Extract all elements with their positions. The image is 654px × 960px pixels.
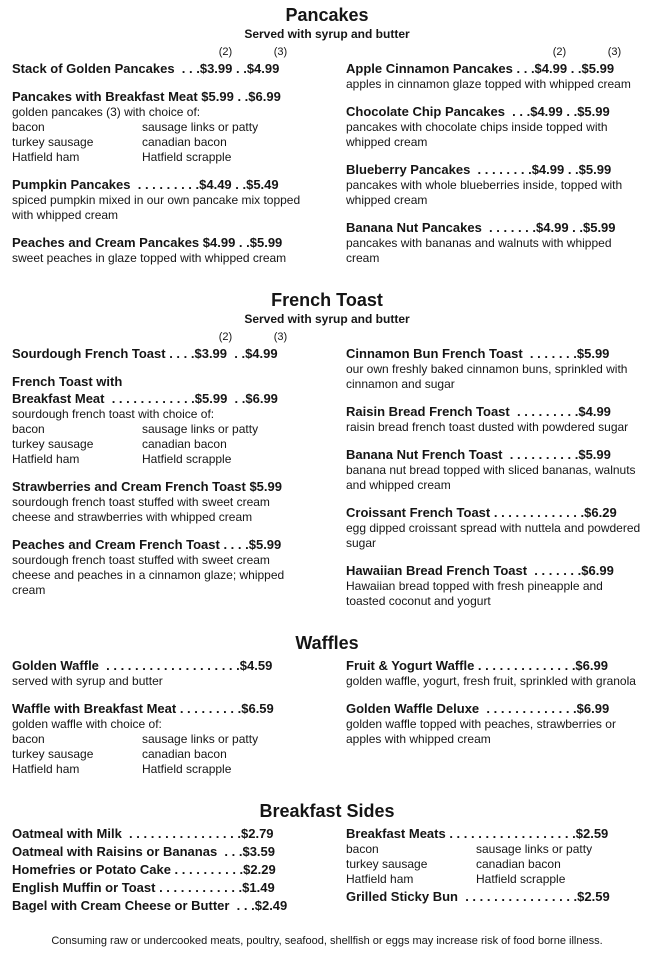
- menu-column: [346, 330, 642, 620]
- menu-item-description: sourdough french toast stuffed with sweet cream cheese and strawberries with whipped cream: [12, 495, 270, 524]
- menu-item-description: sourdough french toast with choice of:: [12, 407, 215, 421]
- menu-item: [12, 657, 308, 689]
- menu-item-description: apples in cinnamon glaze topped with whipped cream: [346, 77, 631, 91]
- menu-item: [346, 562, 642, 609]
- menu-item-title: English Muffin or Toast . . . . . . . . . . . .$1.49: [12, 880, 275, 895]
- menu-item: [346, 657, 642, 689]
- choice-row: [12, 747, 308, 762]
- choice-option: turkey sausage: [12, 747, 94, 761]
- menu-item-title: Waffle with Breakfast Meat . . . . . . . . .$6.59: [12, 701, 274, 716]
- choice-option: turkey sausage: [346, 857, 428, 871]
- choice-option: sausage links or patty: [142, 422, 259, 436]
- choice-option: bacon: [12, 732, 45, 746]
- size-header: (2): [218, 46, 233, 58]
- choice-option: Hatfield ham: [12, 150, 80, 164]
- choice-row: [12, 422, 308, 437]
- section-columns: [12, 330, 642, 620]
- size-header-row: [346, 45, 642, 60]
- choice-row: [12, 135, 308, 150]
- menu-item-title: Cinnamon Bun French Toast . . . . . . .$5.99: [346, 346, 610, 361]
- menu-item: [346, 403, 642, 435]
- choice-row: [12, 762, 308, 777]
- menu-item-description: Hawaiian bread topped with fresh pineapple and toasted coconut and yogurt: [346, 579, 603, 608]
- choice-row: [12, 120, 308, 135]
- menu-item-title: Breakfast Meat . . . . . . . . . . . .$5.99 . .$6.99: [12, 391, 278, 406]
- menu-section-french-toast: [12, 289, 642, 620]
- choice-option: Hatfield scrapple: [142, 150, 232, 164]
- choice-row: [12, 452, 308, 467]
- choice-option: Hatfield ham: [12, 452, 80, 466]
- menu-item-title: Banana Nut French Toast . . . . . . . . . .$5.99: [346, 447, 611, 462]
- section-columns: [12, 825, 642, 915]
- choice-row: [12, 437, 308, 452]
- menu-item: [346, 161, 642, 208]
- menu-item: [12, 60, 308, 77]
- choice-row: [346, 857, 642, 872]
- menu-item-title: Stack of Golden Pancakes . . .$3.99 . .$4.99: [12, 61, 280, 76]
- menu-item-description: pancakes with whole blueberries inside, topped with whipped cream: [346, 178, 623, 207]
- choice-option: Hatfield ham: [346, 872, 414, 886]
- menu-item-description: our own freshly baked cinnamon buns, sprinkled with cinnamon and sugar: [346, 362, 628, 391]
- menu-item-title: Pancakes with Breakfast Meat $5.99 . .$6.99: [12, 89, 281, 104]
- menu-item-title: Golden Waffle . . . . . . . . . . . . . . . . . . .$4.59: [12, 658, 273, 673]
- menu-column: [346, 657, 642, 788]
- menu-column: [346, 825, 642, 915]
- choice-option: canadian bacon: [476, 857, 561, 871]
- menu-item-description: sweet peaches in glaze topped with whipped cream: [12, 251, 287, 265]
- menu-item: [12, 861, 308, 878]
- menu-item: [12, 700, 308, 777]
- size-header-row: [12, 45, 308, 60]
- menu-item-title: Croissant French Toast . . . . . . . . . . . . .$6.29: [346, 505, 617, 520]
- menu-item-description: banana nut bread topped with sliced bananas, walnuts and whipped cream: [346, 463, 636, 492]
- menu-item-description: served with syrup and butter: [12, 674, 163, 688]
- choice-option: sausage links or patty: [142, 732, 259, 746]
- choice-option: turkey sausage: [12, 437, 94, 451]
- menu-item: [346, 825, 642, 887]
- choice-option: bacon: [346, 842, 379, 856]
- menu-item-title: Bagel with Cream Cheese or Butter . . .$2.49: [12, 898, 288, 913]
- section-columns: [12, 657, 642, 788]
- menu-item: [12, 345, 308, 362]
- size-header-row: [12, 330, 308, 345]
- choice-option: turkey sausage: [12, 135, 94, 149]
- menu-item-description: spiced pumpkin mixed in our own pancake mix topped with whipped cream: [12, 193, 301, 222]
- menu-item-description: egg dipped croissant spread with nuttela and powdered sugar: [346, 521, 641, 550]
- menu-item-title: Homefries or Potato Cake . . . . . . . . . .$2.29: [12, 862, 276, 877]
- menu-item: [12, 176, 308, 223]
- menu-item: [346, 446, 642, 493]
- choice-option: Hatfield scrapple: [142, 452, 232, 466]
- menu-item-description: golden waffle with choice of:: [12, 717, 162, 731]
- menu-item: [12, 536, 308, 598]
- section-title: Pancakes: [285, 5, 369, 25]
- size-header: (2): [218, 331, 233, 343]
- menu-item-title: Oatmeal with Raisins or Bananas . . .$3.59: [12, 844, 275, 859]
- menu-item: [12, 88, 308, 165]
- menu-item-title: Pumpkin Pancakes . . . . . . . . .$4.49 . .$5.49: [12, 177, 279, 192]
- choice-option: canadian bacon: [142, 437, 227, 451]
- menu-item: [346, 504, 642, 551]
- choice-option: Hatfield scrapple: [476, 872, 566, 886]
- menu-item-title: Golden Waffle Deluxe . . . . . . . . . . . . .$6.99: [346, 701, 610, 716]
- size-header: (3): [273, 46, 288, 58]
- menu-column: [12, 330, 308, 620]
- size-header: (3): [273, 331, 288, 343]
- menu-item-title: Grilled Sticky Bun . . . . . . . . . . . . . . . .$2.59: [346, 889, 610, 904]
- menu-column: [12, 45, 308, 277]
- menu-item-title: Banana Nut Pancakes . . . . . . .$4.99 . .$5.99: [346, 220, 616, 235]
- choice-option: sausage links or patty: [142, 120, 259, 134]
- menu-section-pancakes: [12, 4, 642, 277]
- menu-item-title: Blueberry Pancakes . . . . . . . .$4.99 . .$5.99: [346, 162, 612, 177]
- menu-item: [12, 234, 308, 266]
- section-subtitle: Served with syrup and butter: [244, 312, 410, 326]
- menu-item-description: golden pancakes (3) with choice of:: [12, 105, 201, 119]
- choice-row: [12, 150, 308, 165]
- menu-item: [12, 879, 308, 896]
- menu-item-description: raisin bread french toast dusted with powdered sugar: [346, 420, 629, 434]
- menu-column: [346, 45, 642, 277]
- menu-item: [346, 700, 642, 747]
- menu-item-title: Peaches and Cream Pancakes $4.99 . .$5.99: [12, 235, 283, 250]
- menu-item-title: Peaches and Cream French Toast . . . .$5.99: [12, 537, 282, 552]
- menu-item: [12, 897, 308, 914]
- choice-option: Hatfield ham: [12, 762, 80, 776]
- menu-item: [346, 219, 642, 266]
- menu-item: [346, 345, 642, 392]
- menu-item-description: sourdough french toast stuffed with sweet cream cheese and peaches in a cinnamon glaze; whipped cream: [12, 553, 285, 597]
- menu-item-title: Strawberries and Cream French Toast $5.99: [12, 479, 282, 494]
- choice-row: [346, 842, 642, 857]
- menu-item-description: pancakes with chocolate chips inside topped with whipped cream: [346, 120, 608, 149]
- choice-option: bacon: [12, 422, 45, 436]
- choice-option: bacon: [12, 120, 45, 134]
- menu-section-breakfast-sides: [12, 800, 642, 915]
- menu-column: [12, 657, 308, 788]
- menu-item-title: Sourdough French Toast . . . .$3.99 . .$4.99: [12, 346, 278, 361]
- size-header: (3): [607, 46, 622, 58]
- menu-item-description: golden waffle topped with peaches, strawberries or apples with whipped cream: [346, 717, 616, 746]
- choice-row: [346, 872, 642, 887]
- menu-item-title: French Toast with: [12, 374, 123, 389]
- choice-option: canadian bacon: [142, 747, 227, 761]
- choice-option: Hatfield scrapple: [142, 762, 232, 776]
- choice-option: sausage links or patty: [476, 842, 593, 856]
- section-title: Waffles: [295, 633, 359, 653]
- menu-item-title: Apple Cinnamon Pancakes . . .$4.99 . .$5.99: [346, 61, 615, 76]
- menu-item: [12, 825, 308, 842]
- menu-item-title: Hawaiian Bread French Toast . . . . . . .$6.99: [346, 563, 614, 578]
- choice-row: [12, 732, 308, 747]
- menu-item-title: Chocolate Chip Pancakes . . .$4.99 . .$5.99: [346, 104, 610, 119]
- menu-item: [12, 843, 308, 860]
- menu-item-description: golden waffle, yogurt, fresh fruit, sprinkled with granola: [346, 674, 636, 688]
- menu-item-title: Oatmeal with Milk . . . . . . . . . . . . . . . .$2.79: [12, 826, 274, 841]
- menu-item: [346, 60, 642, 92]
- menu-item-title: Fruit & Yogurt Waffle . . . . . . . . . . . . . .$6.99: [346, 658, 608, 673]
- menu-root: [12, 4, 642, 915]
- section-subtitle: Served with syrup and butter: [244, 27, 410, 41]
- menu-section-waffles: [12, 632, 642, 788]
- menu-item-title: Raisin Bread French Toast . . . . . . . . .$4.99: [346, 404, 611, 419]
- section-title: French Toast: [271, 290, 383, 310]
- menu-item: [12, 478, 308, 525]
- menu-item-title: Breakfast Meats . . . . . . . . . . . . . . . . . .$2.59: [346, 826, 609, 841]
- menu-item-description: pancakes with bananas and walnuts with whipped cream: [346, 236, 612, 265]
- menu-item: [12, 373, 308, 467]
- section-columns: [12, 45, 642, 277]
- section-title: Breakfast Sides: [259, 801, 395, 821]
- menu-item: [346, 103, 642, 150]
- size-header: (2): [552, 46, 567, 58]
- menu-item: [346, 888, 642, 905]
- footer-disclaimer: Consuming raw or undercooked meats, poultry, seafood, shellfish or eggs may increase risk of food borne illness.: [51, 935, 603, 947]
- choice-option: canadian bacon: [142, 135, 227, 149]
- menu-column: [12, 825, 308, 915]
